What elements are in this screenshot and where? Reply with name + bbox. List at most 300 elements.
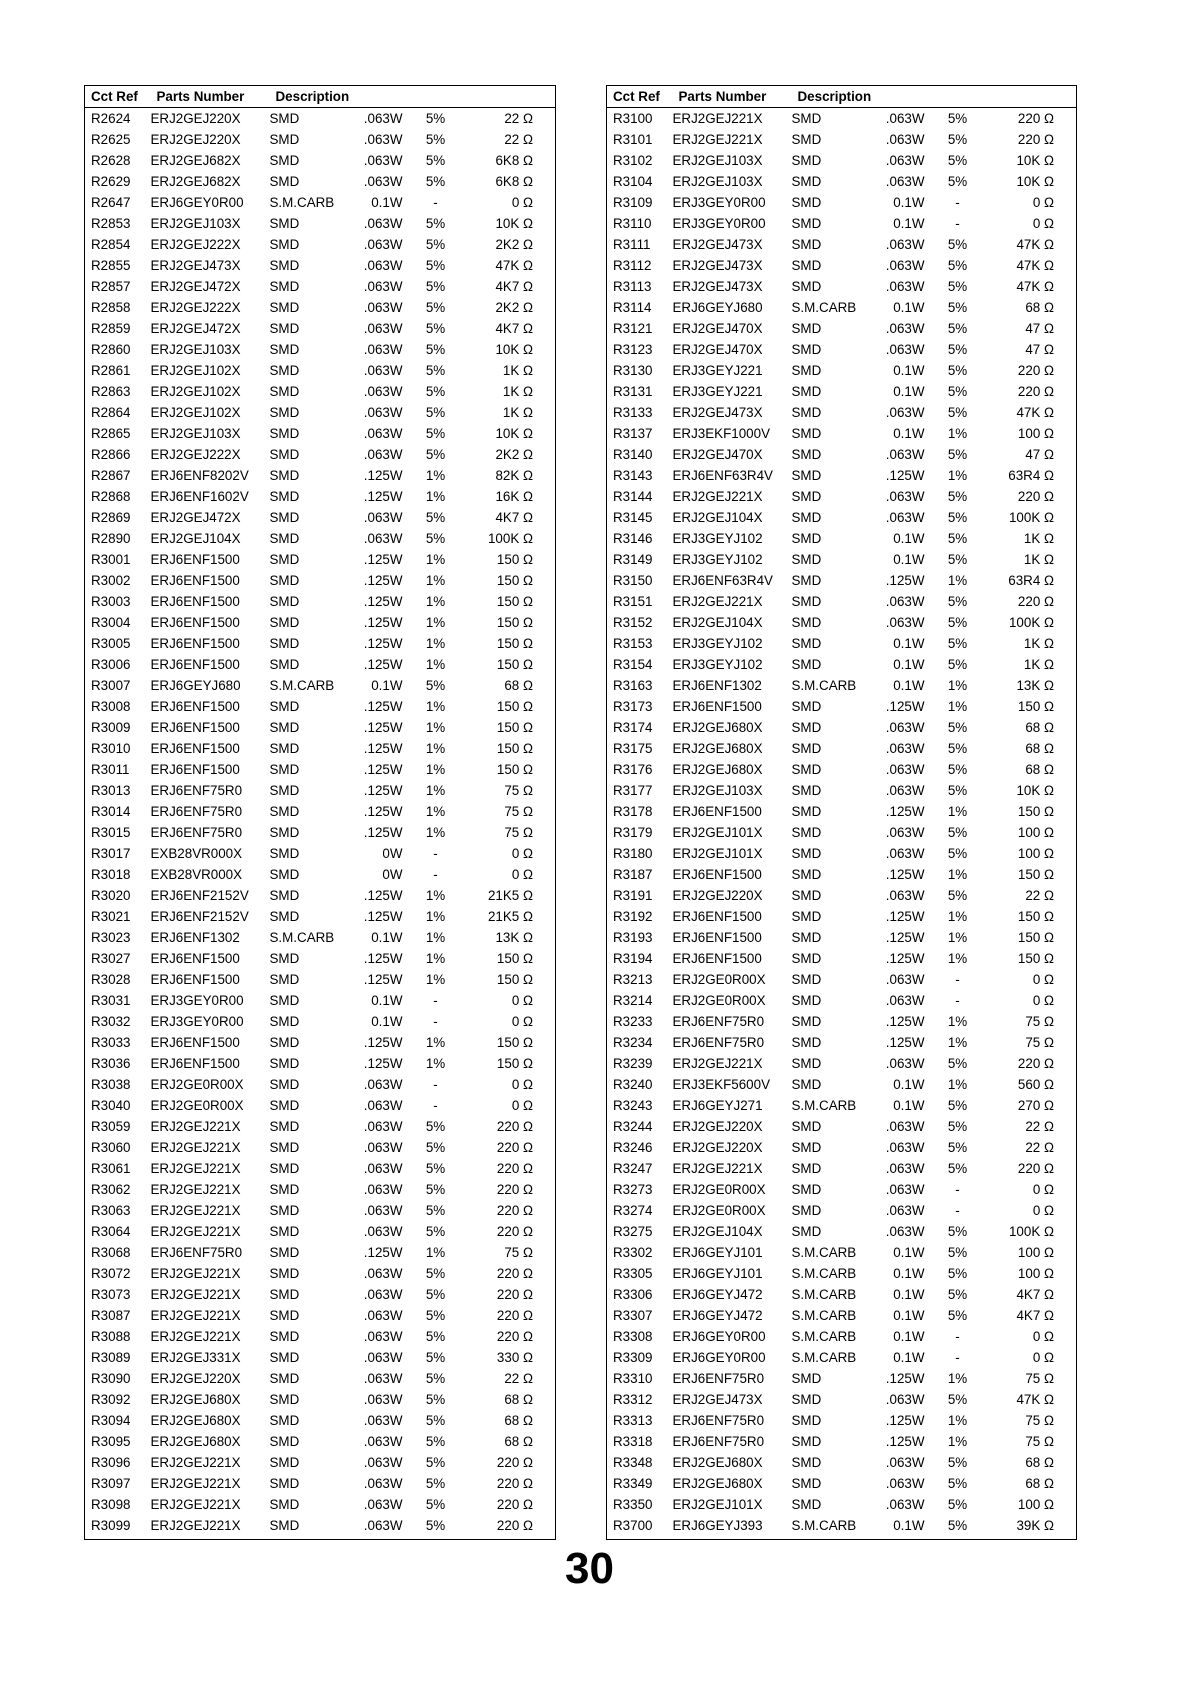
tolerance-cell: 1% bbox=[425, 489, 446, 504]
power-cell: 0.1W bbox=[893, 1308, 925, 1323]
description-cell: SMD bbox=[791, 930, 822, 945]
resistance-cell: 22 Ω bbox=[504, 111, 533, 126]
part-number-cell: ERJ2GE0R00X bbox=[672, 1182, 766, 1197]
table-row bbox=[85, 1494, 556, 1515]
power-cell: 0.1W bbox=[893, 363, 925, 378]
table-body-right bbox=[607, 108, 1077, 1540]
tolerance-cell: 5% bbox=[425, 1182, 446, 1197]
description-cell: SMD bbox=[269, 216, 300, 231]
table-row bbox=[607, 675, 1077, 696]
cct-ref-cell: R3064 bbox=[91, 1224, 131, 1239]
tolerance-cell: 5% bbox=[947, 846, 968, 861]
part-number-cell: ERJ2GEJ470X bbox=[672, 321, 763, 336]
description-cell: SMD bbox=[791, 1392, 822, 1407]
resistance-cell: 150 Ω bbox=[496, 552, 533, 567]
table-row bbox=[607, 906, 1077, 927]
power-cell: .063W bbox=[885, 1497, 925, 1512]
description-cell: SMD bbox=[791, 258, 822, 273]
cct-ref-cell: R3123 bbox=[613, 342, 653, 357]
resistance-cell: 22 Ω bbox=[1025, 1140, 1054, 1155]
table-row bbox=[85, 1137, 556, 1158]
power-cell: .063W bbox=[885, 237, 925, 252]
cct-ref-cell: R3062 bbox=[91, 1182, 131, 1197]
cct-ref-cell: R3060 bbox=[91, 1140, 131, 1155]
description-cell: SMD bbox=[791, 1140, 822, 1155]
table-row bbox=[607, 423, 1077, 444]
description-cell: SMD bbox=[269, 636, 300, 651]
part-number-cell: ERJ3GEYJ102 bbox=[672, 552, 763, 567]
table-row bbox=[607, 234, 1077, 255]
tolerance-cell: 1% bbox=[947, 1413, 968, 1428]
description-cell: SMD bbox=[269, 237, 300, 252]
power-cell: .063W bbox=[363, 1434, 403, 1449]
resistance-cell: 150 Ω bbox=[1017, 699, 1054, 714]
description-cell: SMD bbox=[791, 342, 822, 357]
resistance-cell: 75 Ω bbox=[1025, 1413, 1054, 1428]
table-row bbox=[607, 150, 1077, 171]
power-cell: .125W bbox=[363, 468, 403, 483]
description-cell: S.M.CARB bbox=[791, 1266, 857, 1281]
tolerance-cell: 5% bbox=[947, 720, 968, 735]
resistance-cell: 0 Ω bbox=[511, 1014, 533, 1029]
description-cell: SMD bbox=[791, 1203, 822, 1218]
resistance-cell: 13K Ω bbox=[1016, 678, 1054, 693]
resistance-cell: 220 Ω bbox=[1017, 489, 1054, 504]
resistance-cell: 4K7 Ω bbox=[1016, 1287, 1054, 1302]
tolerance-cell: 5% bbox=[425, 342, 446, 357]
part-number-cell: ERJ6ENF75R0 bbox=[672, 1014, 765, 1029]
cct-ref-cell: R2866 bbox=[91, 447, 131, 462]
part-number-cell: ERJ2GEJ473X bbox=[150, 258, 241, 273]
power-cell: .063W bbox=[885, 279, 925, 294]
power-cell: .125W bbox=[885, 867, 925, 882]
tolerance-cell: 5% bbox=[425, 1119, 446, 1134]
power-cell: .063W bbox=[885, 447, 925, 462]
part-number-cell: ERJ2GEJ221X bbox=[672, 111, 763, 126]
power-cell: 0.1W bbox=[893, 636, 925, 651]
tolerance-cell: 5% bbox=[947, 552, 968, 567]
description-cell: S.M.CARB bbox=[791, 300, 857, 315]
power-cell: .063W bbox=[885, 1203, 925, 1218]
tolerance-cell: 1% bbox=[425, 468, 446, 483]
power-cell: .063W bbox=[885, 321, 925, 336]
part-number-cell: ERJ6ENF1500 bbox=[150, 762, 240, 777]
description-cell: SMD bbox=[269, 1497, 300, 1512]
resistance-cell: 220 Ω bbox=[496, 1329, 533, 1344]
cct-ref-cell: R2861 bbox=[91, 363, 131, 378]
part-number-cell: ERJ2GEJ472X bbox=[150, 321, 241, 336]
power-cell: 0.1W bbox=[893, 1329, 925, 1344]
cct-ref-cell: R3104 bbox=[613, 174, 653, 189]
description-cell: SMD bbox=[269, 1308, 300, 1323]
resistance-cell: 220 Ω bbox=[1017, 594, 1054, 609]
cct-ref-cell: R3177 bbox=[613, 783, 653, 798]
table-row bbox=[85, 360, 556, 381]
resistance-cell: 47K Ω bbox=[1016, 279, 1054, 294]
cct-ref-cell: R3113 bbox=[613, 279, 652, 294]
description-cell: SMD bbox=[269, 426, 300, 441]
table-row bbox=[85, 570, 556, 591]
cct-ref-cell: R2853 bbox=[91, 216, 131, 231]
tolerance-cell: 1% bbox=[425, 699, 446, 714]
tolerance-cell: 1% bbox=[425, 615, 446, 630]
tolerance-cell: 5% bbox=[947, 1308, 968, 1323]
resistance-cell: 0 Ω bbox=[1032, 195, 1054, 210]
power-cell: .063W bbox=[363, 216, 403, 231]
tolerance-cell: 5% bbox=[425, 1140, 446, 1155]
description-cell: SMD bbox=[791, 489, 822, 504]
power-cell: .063W bbox=[363, 1413, 403, 1428]
description-cell: SMD bbox=[269, 888, 300, 903]
power-cell: .063W bbox=[363, 279, 403, 294]
description-cell: SMD bbox=[269, 384, 300, 399]
resistance-cell: 75 Ω bbox=[504, 804, 533, 819]
table-row bbox=[85, 717, 556, 738]
tolerance-cell: 5% bbox=[947, 636, 968, 651]
description-cell: SMD bbox=[269, 909, 300, 924]
power-cell: 0.1W bbox=[893, 678, 925, 693]
part-number-cell: ERJ6GEYJ680 bbox=[672, 300, 763, 315]
part-number-cell: ERJ2GEJ473X bbox=[672, 258, 763, 273]
description-cell: SMD bbox=[269, 1350, 300, 1365]
cct-ref-cell: R3063 bbox=[91, 1203, 131, 1218]
cct-ref-cell: R2854 bbox=[91, 237, 131, 252]
description-cell: SMD bbox=[791, 993, 822, 1008]
table-row bbox=[607, 1158, 1077, 1179]
table-row bbox=[85, 1011, 556, 1032]
tolerance-cell: 1% bbox=[947, 909, 968, 924]
header-cct-ref: Cct Ref bbox=[85, 86, 151, 108]
description-cell: SMD bbox=[269, 951, 300, 966]
cct-ref-cell: R2624 bbox=[91, 111, 131, 126]
cct-ref-cell: R3239 bbox=[613, 1056, 653, 1071]
table-row bbox=[607, 1179, 1077, 1200]
part-number-cell: ERJ2GEJ102X bbox=[150, 363, 241, 378]
resistance-cell: 68 Ω bbox=[1025, 741, 1054, 756]
tolerance-cell: - bbox=[433, 195, 438, 210]
description-cell: SMD bbox=[269, 783, 300, 798]
cct-ref-cell: R3021 bbox=[91, 909, 131, 924]
tolerance-cell: 5% bbox=[947, 237, 968, 252]
tolerance-cell: 5% bbox=[947, 1140, 968, 1155]
table-row bbox=[85, 507, 556, 528]
resistance-cell: 21K5 Ω bbox=[487, 888, 533, 903]
resistance-cell: 0 Ω bbox=[1032, 972, 1054, 987]
power-cell: .063W bbox=[363, 1182, 403, 1197]
description-cell: SMD bbox=[269, 867, 300, 882]
resistance-cell: 75 Ω bbox=[1025, 1035, 1054, 1050]
part-number-cell: ERJ6ENF1500 bbox=[672, 909, 762, 924]
tolerance-cell: 1% bbox=[425, 972, 446, 987]
table-row bbox=[85, 927, 556, 948]
tolerance-cell: 5% bbox=[947, 615, 968, 630]
cct-ref-cell: R3095 bbox=[91, 1434, 131, 1449]
resistance-cell: 13K Ω bbox=[495, 930, 533, 945]
power-cell: .063W bbox=[363, 426, 403, 441]
part-number-cell: ERJ3GEY0R00 bbox=[672, 195, 766, 210]
table-row bbox=[85, 696, 556, 717]
resistance-cell: 270 Ω bbox=[1017, 1098, 1054, 1113]
header-blank bbox=[981, 86, 1077, 108]
resistance-cell: 1K Ω bbox=[502, 363, 533, 378]
table-row bbox=[85, 1116, 556, 1137]
resistance-cell: 100 Ω bbox=[1017, 1266, 1054, 1281]
part-number-cell: ERJ2GEJ680X bbox=[672, 762, 763, 777]
cct-ref-cell: R3088 bbox=[91, 1329, 131, 1344]
part-number-cell: ERJ2GEJ220X bbox=[150, 111, 241, 126]
power-cell: .063W bbox=[363, 174, 403, 189]
cct-ref-cell: R3173 bbox=[613, 699, 653, 714]
table-row bbox=[607, 612, 1077, 633]
table-row bbox=[85, 675, 556, 696]
tolerance-cell: 5% bbox=[947, 657, 968, 672]
resistance-cell: 82K Ω bbox=[495, 468, 533, 483]
power-cell: .063W bbox=[885, 741, 925, 756]
description-cell: S.M.CARB bbox=[791, 1518, 857, 1533]
part-number-cell: ERJ6ENF2152V bbox=[150, 909, 249, 924]
table-row bbox=[85, 1410, 556, 1431]
resistance-cell: 220 Ω bbox=[1017, 363, 1054, 378]
table-row bbox=[607, 1221, 1077, 1242]
resistance-cell: 150 Ω bbox=[496, 720, 533, 735]
description-cell: SMD bbox=[269, 111, 300, 126]
power-cell: .063W bbox=[363, 237, 403, 252]
description-cell: S.M.CARB bbox=[791, 1245, 857, 1260]
tolerance-cell: 5% bbox=[947, 132, 968, 147]
table-row bbox=[607, 171, 1077, 192]
description-cell: SMD bbox=[791, 783, 822, 798]
part-number-cell: ERJ2GEJ222X bbox=[150, 447, 241, 462]
power-cell: .063W bbox=[363, 258, 403, 273]
part-number-cell: ERJ6ENF75R0 bbox=[150, 825, 243, 840]
part-number-cell: ERJ6ENF8202V bbox=[150, 468, 249, 483]
resistance-cell: 100 Ω bbox=[1017, 1497, 1054, 1512]
table-row bbox=[85, 1515, 556, 1540]
description-cell: SMD bbox=[269, 321, 300, 336]
table-row bbox=[607, 255, 1077, 276]
resistance-cell: 75 Ω bbox=[1025, 1014, 1054, 1029]
power-cell: .125W bbox=[363, 1245, 403, 1260]
power-cell: .125W bbox=[363, 741, 403, 756]
part-number-cell: ERJ2GEJ682X bbox=[150, 174, 241, 189]
description-cell: SMD bbox=[269, 1035, 300, 1050]
power-cell: .125W bbox=[363, 951, 403, 966]
description-cell: SMD bbox=[791, 552, 822, 567]
resistance-cell: 150 Ω bbox=[496, 615, 533, 630]
power-cell: 0.1W bbox=[893, 300, 925, 315]
resistance-cell: 22 Ω bbox=[504, 132, 533, 147]
tolerance-cell: 5% bbox=[947, 888, 968, 903]
cct-ref-cell: R3318 bbox=[613, 1434, 653, 1449]
resistance-cell: 220 Ω bbox=[496, 1203, 533, 1218]
resistance-cell: 22 Ω bbox=[504, 1371, 533, 1386]
part-number-cell: ERJ2GEJ103X bbox=[150, 426, 241, 441]
power-cell: .063W bbox=[363, 1287, 403, 1302]
cct-ref-cell: R3275 bbox=[613, 1224, 653, 1239]
resistance-cell: 4K7 Ω bbox=[495, 510, 533, 525]
power-cell: .063W bbox=[885, 510, 925, 525]
description-cell: SMD bbox=[269, 447, 300, 462]
tolerance-cell: 5% bbox=[425, 153, 446, 168]
table-row bbox=[607, 360, 1077, 381]
resistance-cell: 68 Ω bbox=[1025, 720, 1054, 735]
tolerance-cell: 5% bbox=[425, 1266, 446, 1281]
part-number-cell: ERJ3GEYJ102 bbox=[672, 636, 763, 651]
power-cell: 0.1W bbox=[893, 384, 925, 399]
table-row bbox=[85, 738, 556, 759]
resistance-cell: 68 Ω bbox=[504, 678, 533, 693]
description-cell: SMD bbox=[269, 615, 300, 630]
table-row bbox=[85, 969, 556, 990]
tolerance-cell: 5% bbox=[947, 258, 968, 273]
part-number-cell: ERJ2GE0R00X bbox=[672, 972, 766, 987]
description-cell: SMD bbox=[269, 804, 300, 819]
description-cell: SMD bbox=[269, 1077, 300, 1092]
resistance-cell: 47 Ω bbox=[1025, 342, 1054, 357]
description-cell: SMD bbox=[269, 363, 300, 378]
resistance-cell: 100 Ω bbox=[1017, 426, 1054, 441]
resistance-cell: 2K2 Ω bbox=[495, 300, 533, 315]
description-cell: SMD bbox=[269, 825, 300, 840]
resistance-cell: 10K Ω bbox=[1016, 174, 1054, 189]
resistance-cell: 220 Ω bbox=[496, 1308, 533, 1323]
resistance-cell: 220 Ω bbox=[496, 1476, 533, 1491]
power-cell: .125W bbox=[363, 552, 403, 567]
cct-ref-cell: R2890 bbox=[91, 531, 131, 546]
cct-ref-cell: R3096 bbox=[91, 1455, 131, 1470]
table-row bbox=[607, 570, 1077, 591]
description-cell: SMD bbox=[269, 1287, 300, 1302]
part-number-cell: ERJ3GEYJ102 bbox=[672, 531, 763, 546]
part-number-cell: EXB28VR000X bbox=[150, 846, 243, 861]
resistance-cell: 68 Ω bbox=[504, 1434, 533, 1449]
part-number-cell: ERJ2GE0R00X bbox=[150, 1098, 244, 1113]
table-row bbox=[607, 1095, 1077, 1116]
cct-ref-cell: R3004 bbox=[91, 615, 131, 630]
tolerance-cell: 5% bbox=[947, 279, 968, 294]
table-row bbox=[607, 1284, 1077, 1305]
tolerance-cell: 1% bbox=[425, 825, 446, 840]
description-cell: SMD bbox=[791, 1497, 822, 1512]
part-number-cell: ERJ2GEJ103X bbox=[150, 342, 241, 357]
cct-ref-cell: R3072 bbox=[91, 1266, 131, 1281]
resistance-cell: 150 Ω bbox=[496, 951, 533, 966]
resistance-cell: 220 Ω bbox=[1017, 132, 1054, 147]
part-number-cell: ERJ6ENF63R4V bbox=[672, 573, 773, 588]
power-cell: .125W bbox=[885, 1014, 925, 1029]
resistance-cell: 0 Ω bbox=[511, 195, 533, 210]
cct-ref-cell: R3099 bbox=[91, 1518, 131, 1533]
tolerance-cell: - bbox=[433, 1098, 438, 1113]
description-cell: SMD bbox=[269, 300, 300, 315]
power-cell: .125W bbox=[363, 804, 403, 819]
resistance-cell: 2K2 Ω bbox=[495, 237, 533, 252]
tolerance-cell: 5% bbox=[425, 216, 446, 231]
resistance-cell: 560 Ω bbox=[1017, 1077, 1054, 1092]
cct-ref-cell: R3180 bbox=[613, 846, 653, 861]
table-row bbox=[85, 654, 556, 675]
power-cell: .125W bbox=[885, 573, 925, 588]
part-number-cell: ERJ6ENF1500 bbox=[150, 1056, 240, 1071]
description-cell: SMD bbox=[269, 1392, 300, 1407]
description-cell: SMD bbox=[269, 552, 300, 567]
table-row bbox=[607, 213, 1077, 234]
description-cell: SMD bbox=[269, 1140, 300, 1155]
power-cell: .063W bbox=[885, 1119, 925, 1134]
table-row bbox=[85, 297, 556, 318]
description-cell: S.M.CARB bbox=[269, 678, 335, 693]
cct-ref-cell: R3308 bbox=[613, 1329, 653, 1344]
part-number-cell: ERJ2GEJ221X bbox=[150, 1287, 241, 1302]
power-cell: .125W bbox=[885, 1371, 925, 1386]
power-cell: .063W bbox=[363, 1098, 403, 1113]
tolerance-cell: 5% bbox=[425, 321, 446, 336]
tolerance-cell: 5% bbox=[947, 594, 968, 609]
cct-ref-cell: R3309 bbox=[613, 1350, 653, 1365]
cct-ref-cell: R3302 bbox=[613, 1245, 653, 1260]
power-cell: .063W bbox=[363, 321, 403, 336]
cct-ref-cell: R3006 bbox=[91, 657, 131, 672]
cct-ref-cell: R3175 bbox=[613, 741, 653, 756]
table-row bbox=[607, 591, 1077, 612]
resistance-cell: 0 Ω bbox=[1032, 1350, 1054, 1365]
table-row bbox=[85, 549, 556, 570]
power-cell: .063W bbox=[363, 1329, 403, 1344]
tolerance-cell: 5% bbox=[425, 447, 446, 462]
table-row bbox=[607, 1116, 1077, 1137]
tolerance-cell: 1% bbox=[947, 426, 968, 441]
tolerance-cell: 1% bbox=[947, 1371, 968, 1386]
tolerance-cell: 1% bbox=[947, 1035, 968, 1050]
part-number-cell: ERJ6ENF1500 bbox=[150, 573, 240, 588]
part-number-cell: ERJ3GEYJ102 bbox=[672, 657, 763, 672]
power-cell: .125W bbox=[363, 573, 403, 588]
cct-ref-cell: R3011 bbox=[91, 762, 130, 777]
power-cell: .125W bbox=[363, 615, 403, 630]
tolerance-cell: 5% bbox=[947, 783, 968, 798]
description-cell: SMD bbox=[269, 573, 300, 588]
power-cell: .063W bbox=[885, 1224, 925, 1239]
power-cell: .063W bbox=[363, 1119, 403, 1134]
part-number-cell: ERJ3GEY0R00 bbox=[672, 216, 766, 231]
part-number-cell: ERJ2GEJ221X bbox=[672, 489, 763, 504]
description-cell: S.M.CARB bbox=[791, 1098, 857, 1113]
table-row bbox=[85, 801, 556, 822]
power-cell: .063W bbox=[885, 1161, 925, 1176]
cct-ref-cell: R3307 bbox=[613, 1308, 653, 1323]
part-number-cell: ERJ6ENF1500 bbox=[672, 930, 762, 945]
resistance-cell: 100 Ω bbox=[1017, 846, 1054, 861]
resistance-cell: 1K Ω bbox=[502, 384, 533, 399]
part-number-cell: ERJ2GE0R00X bbox=[672, 993, 766, 1008]
resistance-cell: 75 Ω bbox=[1025, 1434, 1054, 1449]
description-cell: SMD bbox=[791, 1476, 822, 1491]
table-row bbox=[85, 192, 556, 213]
tolerance-cell: 5% bbox=[425, 279, 446, 294]
resistance-cell: 100K Ω bbox=[1008, 615, 1054, 630]
table-row bbox=[607, 864, 1077, 885]
table-row bbox=[607, 1431, 1077, 1452]
header-parts-number: Parts Number bbox=[673, 86, 792, 108]
power-cell: .125W bbox=[885, 468, 925, 483]
table-row bbox=[85, 1431, 556, 1452]
table-row bbox=[607, 381, 1077, 402]
tolerance-cell: 5% bbox=[947, 153, 968, 168]
description-cell: S.M.CARB bbox=[791, 1329, 857, 1344]
table-row bbox=[85, 486, 556, 507]
resistance-cell: 0 Ω bbox=[511, 867, 533, 882]
cct-ref-cell: R2855 bbox=[91, 258, 131, 273]
